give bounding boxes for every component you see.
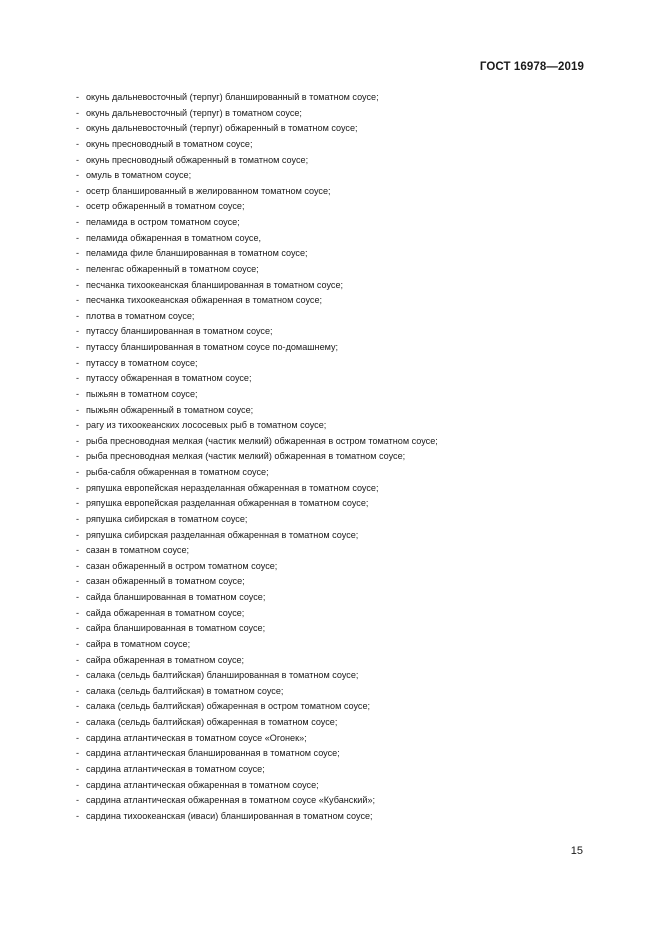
list-item [76,215,596,231]
list-item-text: сардина атлантическая обжаренная в томатном соусе «Кубанский»; [86,795,376,806]
list-item [76,153,596,169]
list-item [76,231,596,247]
list-bullet: - [76,701,80,712]
list-item-text: сайда обжаренная в томатном соусе; [86,607,245,618]
list-item [76,778,596,794]
list-item-text: рыба-сабля обжаренная в томатном соусе; [86,467,269,477]
list-item-text: сайра бланшированная в томатном соусе; [86,623,266,634]
list-item-text: окунь дальневосточный (терпуг) в томатном соусе; [86,107,302,118]
list-item [76,699,596,715]
list-bullet: - [76,420,80,431]
list-item [76,246,596,262]
list-bullet: - [76,467,80,477]
list-item-text: путассу обжаренная в томатном соусе; [86,373,252,384]
list-item-text: пеламида в остром томатном соусе; [86,217,240,227]
list-bullet: - [76,357,80,368]
list-item [76,668,596,684]
list-item [76,715,596,731]
list-item-text: окунь пресноводный в томатном соусе; [86,138,253,149]
list-bullet: - [76,685,80,696]
list-bullet: - [76,404,80,415]
list-item [76,590,596,606]
list-item-text: рыба пресноводная мелкая (частик мелкий) обжаренная в остром томатном соусе; [86,435,438,446]
list-bullet: - [76,435,80,446]
list-item [76,106,596,122]
list-bullet: - [76,732,80,743]
list-item [76,621,596,637]
list-bullet: - [76,795,80,806]
list-item-text: осетр обжаренный в томатном соусе; [86,201,245,212]
list-item-text: сардина тихоокеанская (иваси) бланшированная в томатном соусе; [86,810,373,821]
list-bullet: - [76,607,80,618]
list-item-text: ряпушка сибирская разделанная обжаренная в томатном соусе; [86,529,359,540]
list-bullet: - [76,592,80,602]
list-item-text: сардина атлантическая в томатном соусе «Огонек»; [86,732,307,743]
list-item [76,121,596,137]
list-bullet: - [76,482,80,493]
list-item [76,653,596,669]
list-item [76,137,596,153]
list-bullet: - [76,138,80,149]
list-item-text: сардина атлантическая бланшированная в томатном соусе; [86,748,340,759]
list-bullet: - [76,748,80,759]
list-bullet: - [76,529,80,540]
standard-designation: ГОСТ 16978—2019 [479,61,584,73]
list-item [76,559,596,575]
list-item [76,371,596,387]
list-item-text: салака (сельдь балтийская) в томатном соусе; [86,685,284,696]
list-item-text: салака (сельдь балтийская) обжаренная в томатном соусе; [86,717,338,727]
list-item-text: песчанка тихоокеанская обжаренная в томатном соусе; [86,295,323,306]
list-item-text: окунь дальневосточный (терпуг) обжаренный в томатном соусе; [86,123,358,134]
list-item [76,309,596,325]
list-bullet: - [76,217,80,227]
list-item-text: пыжьян обжаренный в томатном соусе; [86,404,254,415]
list-bullet: - [76,154,80,165]
list-item-text: пыжьян в томатном соусе; [86,388,198,399]
list-bullet: - [76,638,80,649]
list-item [76,606,596,622]
list-bullet: - [76,310,80,321]
list-bullet: - [76,123,80,134]
list-item [76,449,596,465]
list-item-text: пеламида филе бланшированная в томатном соусе; [86,248,308,259]
list-item [76,403,596,419]
list-item-text: сайда бланшированная в томатном соусе; [86,592,266,602]
list-item-text: омуль в томатном соусе; [86,170,192,181]
list-item-text: сазан обжаренный в остром томатном соусе; [86,560,278,571]
list-item-text: пеленгас обжаренный в томатном соусе; [86,263,259,274]
list-item [76,637,596,653]
list-item [76,184,596,200]
list-bullet: - [76,248,80,259]
list-bullet: - [76,107,80,118]
list-bullet: - [76,342,80,352]
list-item [76,199,596,215]
list-item [76,356,596,372]
list-bullet: - [76,451,80,462]
list-item-text: песчанка тихоокеанская бланшированная в томатном соусе; [86,279,344,290]
list-bullet: - [76,576,80,587]
list-bullet: - [76,498,80,509]
list-bullet: - [76,170,80,181]
list-item-text: путассу в томатном соусе; [86,357,198,368]
list-item-text: сайра в томатном соусе; [86,638,191,649]
list-item-text: сардина атлантическая в томатном соусе; [86,763,265,774]
list-bullet: - [76,654,80,665]
list-item [76,746,596,762]
list-bullet: - [76,717,80,727]
list-bullet: - [76,545,80,556]
list-item-text: сайра обжаренная в томатном соусе; [86,654,245,665]
list-item-text: сазан обжаренный в томатном соусе; [86,576,245,587]
list-item [76,684,596,700]
list-bullet: - [76,779,80,790]
list-item [76,387,596,403]
list-item [76,528,596,544]
list-bullet: - [76,560,80,571]
list-item [76,168,596,184]
list-item [76,418,596,434]
list-bullet: - [76,232,80,243]
list-item-text: окунь дальневосточный (терпуг) бланшированный в томатном соусе; [86,92,379,102]
list-item [76,793,596,809]
list-item-text: ряпушка европейская неразделанная обжаренная в томатном соусе; [86,482,379,493]
list-item [76,340,596,356]
list-bullet: - [76,92,80,102]
list-item [76,90,596,106]
list-item-text: ряпушка сибирская в томатном соусе; [86,513,248,524]
list-bullet: - [76,373,80,384]
list-item [76,731,596,747]
list-item-text: рыба пресноводная мелкая (частик мелкий) обжаренная в томатном соусе; [86,451,406,462]
list-item-text: рагу из тихоокеанских лососевых рыб в томатном соусе; [86,420,327,431]
list-item-text: плотва в томатном соусе; [86,310,195,321]
list-item-text: салака (сельдь балтийская) обжаренная в остром томатном соусе; [86,701,371,712]
list-item [76,543,596,559]
list-bullet: - [76,810,80,821]
list-item-text: окунь пресноводный обжаренный в томатном соусе; [86,154,309,165]
list-item [76,512,596,528]
list-item [76,278,596,294]
list-item-text: ряпушка европейская разделанная обжаренная в томатном соусе; [86,498,369,509]
list-item-text: осетр бланшированный в желированном томатном соусе; [86,185,331,196]
list-bullet: - [76,763,80,774]
list-item [76,574,596,590]
list-bullet: - [76,513,80,524]
list-item [76,434,596,450]
list-item [76,262,596,278]
list-item [76,324,596,340]
list-bullet: - [76,201,80,212]
list-item-text: сардина атлантическая обжаренная в томатном соусе; [86,779,319,790]
product-list [76,90,596,824]
list-item [76,465,596,481]
list-bullet: - [76,295,80,306]
list-bullet: - [76,185,80,196]
list-item [76,496,596,512]
list-item [76,481,596,497]
list-item-text: пеламида обжаренная в томатном соусе, [86,232,262,243]
list-item-text: путассу бланшированная в томатном соусе; [86,326,273,337]
list-bullet: - [76,279,80,290]
list-item-text: салака (сельдь балтийская) бланшированная в томатном соусе; [86,670,359,681]
list-bullet: - [76,263,80,274]
list-item-text: путассу бланшированная в томатном соусе по-домашнему; [86,342,339,352]
page-number: 15 [570,845,583,857]
list-bullet: - [76,326,80,337]
list-bullet: - [76,388,80,399]
list-bullet: - [76,670,80,681]
list-item [76,293,596,309]
list-bullet: - [76,623,80,634]
list-item [76,762,596,778]
list-item [76,809,596,825]
list-item-text: сазан в томатном соусе; [86,545,190,556]
